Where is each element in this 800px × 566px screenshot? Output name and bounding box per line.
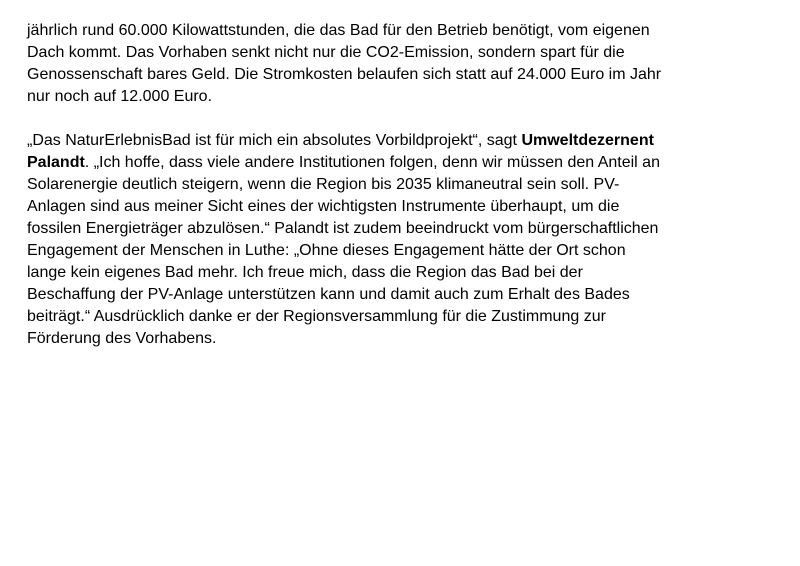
quote-intro: „Das NaturErlebnisBad ist für mich ein absolutes Vorbildprojekt“, sagt: [27, 132, 522, 149]
text-line: Engagement der Menschen in Luthe: „Ohne dieses Engagement hätte der Ort schon: [27, 242, 626, 259]
paragraph-2: [27, 130, 787, 350]
text-line: [27, 130, 787, 152]
speaker-name: Palandt: [27, 154, 85, 171]
text-line: Solarenergie deutlich steigern, wenn die Region bis 2035 klimaneutral sein soll. PV-: [27, 176, 620, 193]
text-line: [27, 152, 787, 174]
text-line: nur noch auf 12.000 Euro.: [27, 88, 213, 105]
text-line: Anlagen sind aus meiner Sicht eines der wichtigsten Instrumente überhaupt, um die: [27, 198, 620, 215]
text-line: Beschaffung der PV-Anlage unterstützen kann und damit auch zum Erhalt des Bades: [27, 286, 630, 303]
quote-text: . „Ich hoffe, dass viele andere Institutionen folgen, denn wir müssen den Anteil an: [84, 154, 660, 171]
text-line: lange kein eigenes Bad mehr. Ich freue mich, dass die Region das Bad bei der: [27, 264, 583, 281]
text-line: jährlich rund 60.000 Kilowattstunden, die das Bad für den Betrieb benötigt, vom eigenen: [27, 22, 650, 39]
text-line: Dach kommt. Das Vorhaben senkt nicht nur die CO2-Emission, sondern spart für die: [27, 44, 625, 61]
paragraph-1: [27, 20, 787, 108]
text-line: beiträgt.“ Ausdrücklich danke er der Regionsversammlung für die Zustimmung zur: [27, 308, 606, 325]
text-line: fossilen Energieträger abzulösen.“ Palandt ist zudem beeindruckt vom bürgerschaftlichen: [27, 220, 659, 237]
text-line: Förderung des Vorhabens.: [27, 330, 217, 347]
speaker-title: Umweltdezernent: [521, 132, 654, 149]
text-line: Genossenschaft bares Geld. Die Stromkosten belaufen sich statt auf 24.000 Euro im Jahr: [27, 66, 662, 83]
